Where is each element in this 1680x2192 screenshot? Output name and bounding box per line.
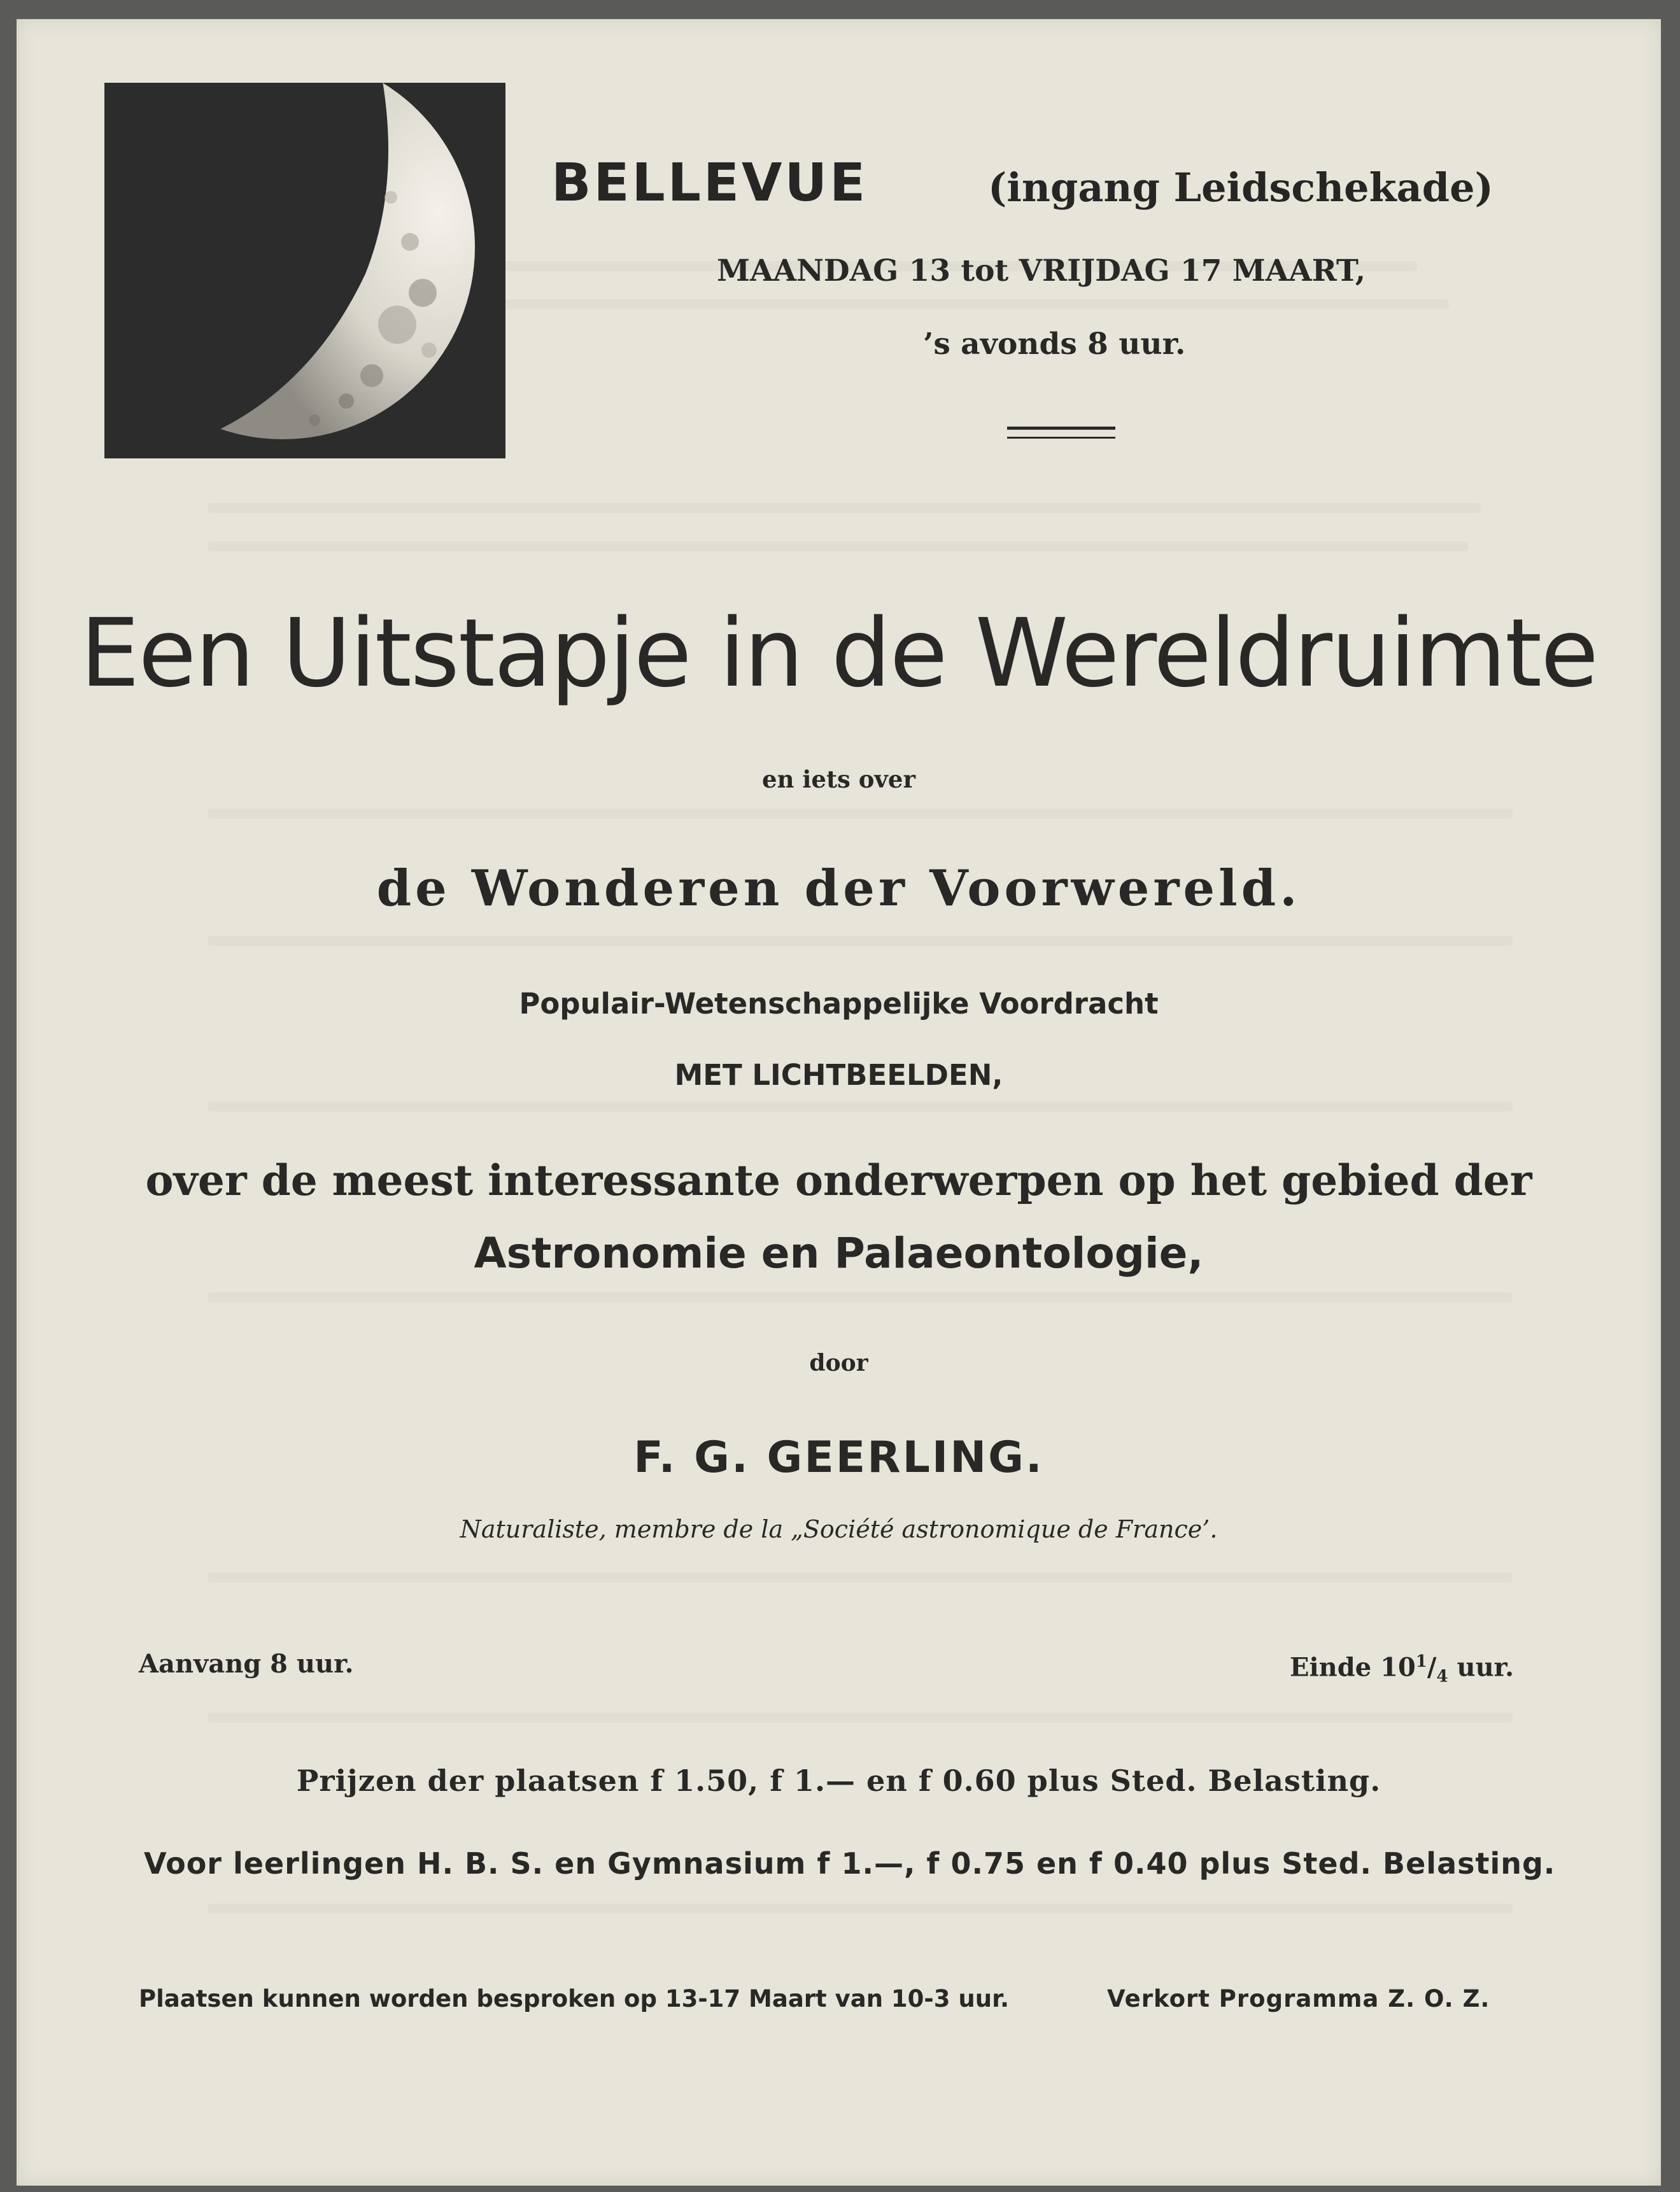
ticket-prices: Prijzen der plaatsen f 1.50, f 1.— en f 0.60 plus Sted. Belasting.	[296, 1764, 1381, 1798]
poster-sheet	[17, 19, 1661, 2186]
divider	[1007, 437, 1115, 439]
topic-line-2: Astronomie en Palaeontologie,	[474, 1229, 1204, 1278]
end-time-suffix: uur.	[1448, 1652, 1514, 1683]
reservation-info: Plaatsen kunnen worden besproken op 13-17 Maart van 10-3 uur.	[139, 1985, 1010, 2012]
lecture-kind: Populair-Wetenschappelijke Voordracht	[519, 987, 1159, 1021]
show-through-text	[208, 503, 1481, 513]
poster-subtitle: de Wonderen der Voorwereld.	[376, 859, 1301, 917]
topic-line-1: over de meest interessante onderwerpen op het gebied der	[145, 1156, 1532, 1205]
short-program-note: Verkort Programma Z. O. Z.	[1107, 1985, 1490, 2012]
start-time: Aanvang 8 uur.	[139, 1649, 354, 1679]
show-through-text	[208, 936, 1513, 946]
intro-text: en iets over	[762, 765, 915, 793]
end-frac-den: 4	[1436, 1667, 1448, 1686]
end-frac-num: 1	[1415, 1652, 1427, 1671]
end-time: Einde $10^1/_4$ uur.	[1290, 1652, 1514, 1686]
crescent-moon-icon	[104, 83, 505, 458]
speaker-credential: Naturaliste, membre de la „Société astronomique de France’.	[460, 1515, 1218, 1543]
show-through-text	[208, 1713, 1513, 1723]
show-through-text	[208, 1292, 1513, 1303]
by-text: door	[809, 1350, 868, 1376]
divider	[1007, 427, 1115, 430]
show-through-text	[208, 1904, 1513, 1914]
venue-name: BELLEVUE	[551, 153, 868, 213]
venue-entrance: (ingang Leidschekade)	[988, 164, 1493, 211]
show-through-text	[208, 541, 1468, 551]
event-time: ’s avonds 8 uur.	[923, 327, 1186, 362]
moon-photo	[104, 83, 505, 458]
speaker-name: F. G. GEERLING.	[633, 1432, 1044, 1483]
show-through-text	[208, 1101, 1513, 1112]
student-prices: Voor leerlingen H. B. S. en Gymnasium f 1.—, f 0.75 en f 0.40 plus Sted. Belasting.	[144, 1846, 1556, 1881]
lecture-slides: MET LICHTBEELDEN,	[674, 1058, 1003, 1092]
poster-title: Een Uitstapje in de Wereldruimte	[80, 598, 1598, 708]
show-through-text	[208, 809, 1513, 819]
event-dates: MAANDAG 13 tot VRIJDAG 17 MAART,	[717, 253, 1366, 288]
end-time-prefix: Einde 10	[1290, 1652, 1416, 1683]
show-through-text	[208, 1573, 1513, 1583]
